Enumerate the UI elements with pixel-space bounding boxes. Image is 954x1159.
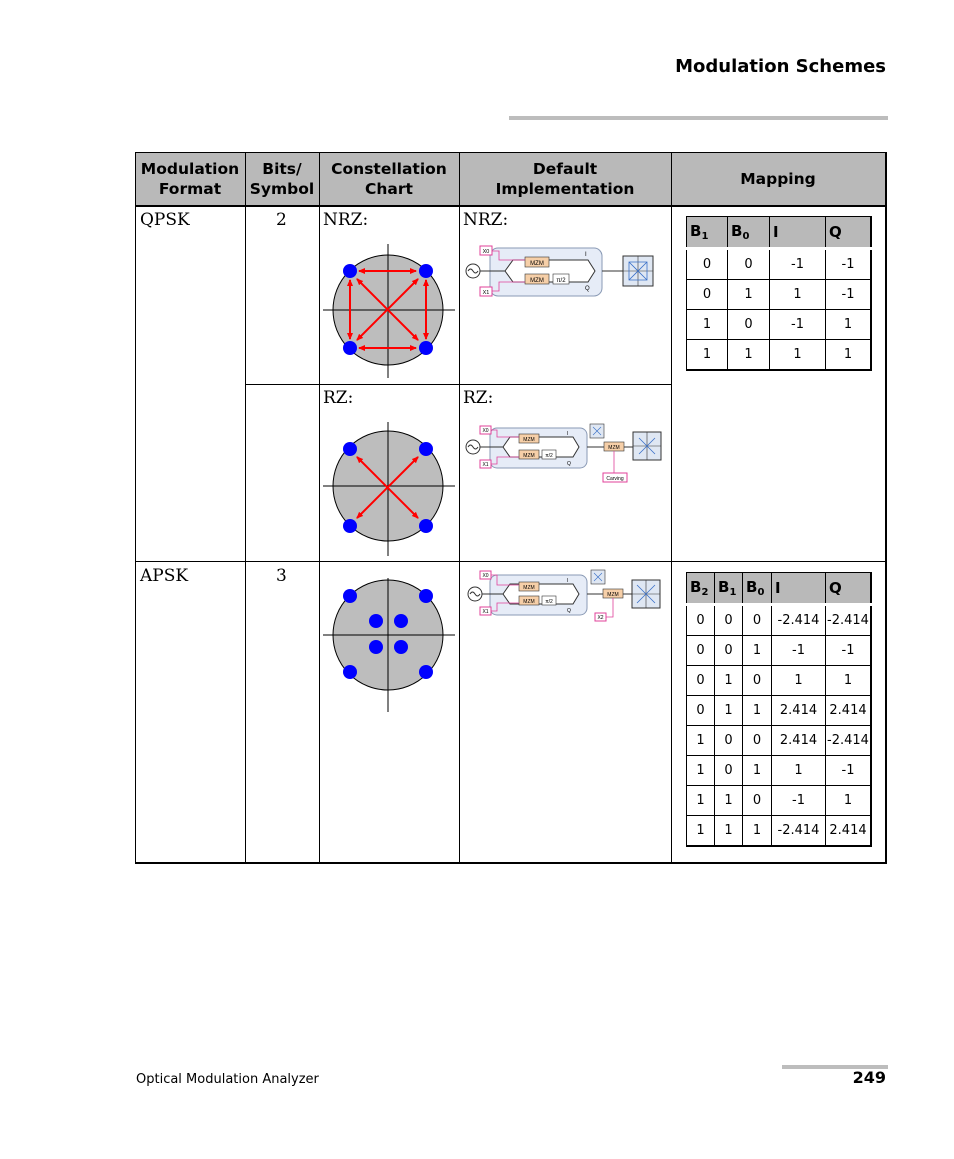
table-cell: 1	[687, 310, 728, 340]
qpsk-nrz-impl-label: NRZ:	[463, 210, 509, 230]
table-cell: 1	[728, 340, 770, 371]
table-header-row	[687, 573, 872, 605]
table-row	[687, 280, 872, 310]
table-row	[687, 310, 872, 340]
table-bottom-border	[135, 862, 887, 864]
table-cell: 1	[715, 666, 743, 696]
modulation-table	[135, 152, 887, 864]
table-row	[687, 786, 872, 816]
constellation-point	[419, 264, 433, 278]
qpsk-rz-chart-label: RZ:	[323, 388, 354, 408]
svg-text:Q: Q	[585, 286, 590, 292]
constellation-point	[343, 665, 357, 679]
nrz-rz-divider	[245, 384, 671, 385]
table-cell: 0	[728, 310, 770, 340]
table-cell: 1	[772, 756, 826, 786]
table-right-border	[885, 152, 887, 864]
footer-document-title: Optical Modulation Analyzer	[136, 1072, 319, 1087]
table-cell: -1	[772, 636, 826, 666]
constellation-point	[394, 640, 408, 654]
section-title: Modulation Schemes	[675, 56, 886, 77]
header-bottom-border	[135, 205, 887, 207]
table-cell: 1	[826, 666, 872, 696]
svg-text:X2: X2	[597, 615, 604, 621]
table-cell: -1	[826, 756, 872, 786]
table-cell: 2.414	[826, 816, 872, 847]
header-implementation: Default Implementation	[459, 152, 671, 205]
header-bits: Bits/ Symbol	[245, 152, 319, 205]
table-cell: 1	[687, 816, 715, 847]
header-i: I	[772, 573, 826, 605]
table-cell: 0	[687, 666, 715, 696]
svg-text:π/2: π/2	[556, 278, 566, 284]
header-mapping: Mapping	[671, 152, 885, 205]
table-row	[687, 636, 872, 666]
table-cell: 0	[687, 696, 715, 726]
table-cell: -1	[772, 786, 826, 816]
table-cell: 2.414	[772, 696, 826, 726]
table-cell: 1	[826, 340, 872, 371]
table-row	[687, 696, 872, 726]
qpsk-mapping-table	[686, 216, 872, 371]
table-cell: 1	[715, 816, 743, 847]
page-number: 249	[852, 1068, 886, 1087]
col-divider-3	[459, 152, 460, 864]
apsk-format: APSK	[140, 566, 189, 586]
table-top-border	[135, 152, 887, 153]
table-cell: 1	[743, 696, 772, 726]
table-left-border	[135, 152, 136, 864]
constellation-point	[343, 264, 357, 278]
table-cell: 0	[743, 666, 772, 696]
table-cell: 1	[770, 340, 826, 371]
table-cell: 1	[743, 636, 772, 666]
svg-text:MZM: MZM	[523, 437, 535, 443]
header-q: Q	[826, 573, 872, 605]
table-row	[687, 756, 872, 786]
svg-text:X1: X1	[482, 290, 490, 296]
svg-text:I: I	[567, 431, 569, 437]
table-cell: 0	[743, 786, 772, 816]
table-cell: -1	[826, 636, 872, 666]
table-cell: -2.414	[772, 605, 826, 636]
table-cell: 0	[687, 280, 728, 310]
svg-text:Q: Q	[567, 608, 571, 614]
table-row	[687, 816, 872, 847]
svg-text:I: I	[567, 578, 569, 584]
table-cell: 0	[715, 636, 743, 666]
table-header-row	[687, 217, 872, 249]
constellation-point	[419, 519, 433, 533]
table-cell: -2.414	[826, 605, 872, 636]
svg-text:X0: X0	[482, 428, 489, 434]
header-b1: $B_1$	[687, 217, 728, 249]
constellation-point	[343, 341, 357, 355]
svg-text:MZM: MZM	[523, 585, 535, 591]
table-cell: 1	[826, 310, 872, 340]
svg-text:X1: X1	[482, 609, 489, 615]
header-b0: $B_0$	[728, 217, 770, 249]
svg-text:MZM: MZM	[523, 599, 535, 605]
table-row	[687, 726, 872, 756]
svg-text:X0: X0	[482, 573, 489, 579]
header-b2: $B_2$	[687, 573, 715, 605]
table-cell: 1	[687, 726, 715, 756]
table-cell: 2.414	[772, 726, 826, 756]
apsk-constellation	[323, 578, 455, 712]
table-cell: 0	[715, 756, 743, 786]
table-cell: 1	[687, 340, 728, 371]
table-cell: 1	[715, 696, 743, 726]
qpsk-format: QPSK	[140, 210, 190, 230]
constellation-point	[369, 614, 383, 628]
svg-text:I: I	[585, 252, 587, 258]
constellation-point	[343, 442, 357, 456]
table-cell: 0	[715, 726, 743, 756]
table-cell: -1	[826, 249, 872, 280]
qpsk-nrz-constellation	[323, 244, 455, 378]
svg-text:MZM: MZM	[530, 261, 544, 267]
constellation-point	[419, 442, 433, 456]
table-cell: 1	[743, 816, 772, 847]
table-row	[687, 605, 872, 636]
table-cell: -1	[826, 280, 872, 310]
table-cell: 1	[715, 786, 743, 816]
table-cell: -1	[770, 310, 826, 340]
table-cell: 0	[687, 249, 728, 280]
table-cell: 1	[743, 756, 772, 786]
apsk-bits: 3	[276, 566, 287, 586]
table-row	[687, 666, 872, 696]
header-q: Q	[826, 217, 872, 249]
table-cell: 1	[826, 786, 872, 816]
table-cell: 0	[687, 636, 715, 666]
col-divider-4	[671, 152, 672, 864]
qpsk-nrz-chart-label: NRZ:	[323, 210, 369, 230]
svg-text:MZM: MZM	[608, 445, 620, 451]
table-cell: 0	[728, 249, 770, 280]
table-cell: 2.414	[826, 696, 872, 726]
table-cell: 0	[743, 726, 772, 756]
header-i: I	[770, 217, 826, 249]
constellation-point	[419, 589, 433, 603]
table-row	[687, 340, 872, 371]
header-format: Modulation Format	[135, 152, 245, 205]
qpsk-rz-implementation-diagram	[463, 420, 668, 490]
apsk-implementation-diagram	[463, 567, 668, 633]
constellation-point	[369, 640, 383, 654]
qpsk-rz-constellation	[323, 422, 455, 556]
header-b0: $B_0$	[743, 573, 772, 605]
apsk-mapping-table	[686, 572, 872, 847]
svg-text:Q: Q	[567, 461, 571, 467]
constellation-point	[419, 341, 433, 355]
qpsk-rz-impl-label: RZ:	[463, 388, 494, 408]
col-divider-1	[245, 152, 246, 864]
table-cell: 0	[715, 605, 743, 636]
qpsk-apsk-divider	[135, 561, 887, 562]
constellation-point	[343, 589, 357, 603]
svg-text:X1: X1	[482, 462, 489, 468]
svg-text:Carving: Carving	[606, 476, 624, 482]
table-cell: 1	[770, 280, 826, 310]
qpsk-bits: 2	[276, 210, 287, 230]
svg-text:X0: X0	[482, 249, 490, 255]
svg-text:MZM: MZM	[530, 278, 544, 284]
svg-text:MZM: MZM	[607, 592, 619, 598]
table-cell: 1	[772, 666, 826, 696]
table-cell: -2.414	[772, 816, 826, 847]
table-row	[687, 249, 872, 280]
header-b1: $B_1$	[715, 573, 743, 605]
table-cell: -1	[770, 249, 826, 280]
table-cell: 1	[687, 756, 715, 786]
qpsk-nrz-implementation-diagram	[463, 240, 668, 304]
table-cell: 1	[728, 280, 770, 310]
svg-text:MZM: MZM	[523, 453, 535, 459]
header-rule	[509, 116, 888, 120]
table-cell: -2.414	[826, 726, 872, 756]
svg-text:π/2: π/2	[545, 599, 553, 605]
table-cell: 1	[687, 786, 715, 816]
table-cell: 0	[687, 605, 715, 636]
constellation-point	[394, 614, 408, 628]
constellation-point	[419, 665, 433, 679]
constellation-point	[343, 519, 357, 533]
header-chart: Constellation Chart	[319, 152, 459, 205]
svg-text:π/2: π/2	[545, 453, 553, 459]
col-divider-2	[319, 152, 320, 864]
table-cell: 0	[743, 605, 772, 636]
